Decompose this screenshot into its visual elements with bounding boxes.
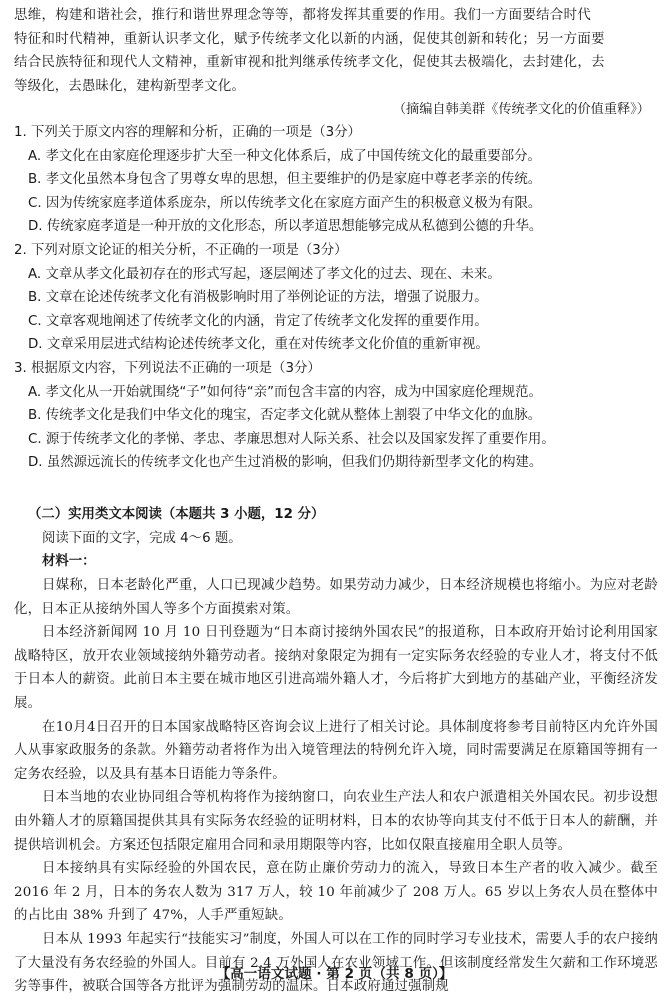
option-d: D. 文章采用层进式结构论述传统孝文化，重在对传统孝文化价值的重新审视。 <box>28 337 489 353</box>
passage-line: 特征和时代精神，重新认识孝文化，赋予传统孝文化以新的内涵，促使其创新和转化；另一方面要 <box>14 31 605 47</box>
material-label: 材料一： <box>42 554 96 570</box>
section-title: （二）实用类文本阅读（本题共 3 小题，12 分） <box>28 507 325 522</box>
option-c: C. 文章客观地阐述了传统孝文化的内涵，肯定了传统孝文化发挥的重要作用。 <box>28 313 488 329</box>
page-footer: 【高一语文试题 · 第 2 页（共 8 页）】 <box>216 966 453 982</box>
option-a: A. 孝文化在由家庭伦理逐步扩大至一种文化体系后，成了中国传统文化的最重要部分。 <box>28 148 541 164</box>
question-stem: 3. 根据原文内容，下列说法不正确的一项是（3分） <box>14 360 321 376</box>
question-3 <box>14 357 658 475</box>
passage-line: 思维，构建和谐社会，推行和谐世界理念等等，都将发挥其重要的作用。我们一方面要结合时代 <box>14 8 592 23</box>
question-stem: 1. 下列关于原文内容的理解和分析，正确的一项是（3分） <box>14 125 361 140</box>
material-paragraph: 日媒称，日本老龄化严重，人口已现减少趋势。如果劳动力减少，日本经济规模也将缩小。为应对老龄化，日本正从接纳外国人等多个方面摸索对策。 <box>14 578 658 617</box>
question-1 <box>14 121 658 239</box>
passage-line: 等级化，去愚昧化，建构新型孝文化。 <box>14 78 246 94</box>
question-2 <box>14 239 658 357</box>
material-paragraph: 日本接纳具有实际经验的外国农民，意在防止廉价劳动力的流入，导致日本生产者的收入减少。截至 2016 年 2 月，日本的务农人数为 317 万人，较 10 年前减少了 208 万人。65 岁以上务农人员在整体中的占比由 38% 升到了 47%，人手严重短缺。 <box>14 861 658 924</box>
passage-source: （摘编自韩美群《传统孝文化的价值重释》） <box>392 102 650 118</box>
question-stem: 2. 下列对原文论证的相关分析，不正确的一项是（3分） <box>14 242 348 258</box>
option-c: C. 因为传统家庭孝道体系庞杂，所以传统孝文化在家庭方面产生的积极意义极为有限。 <box>28 195 542 211</box>
option-a: A. 文章从孝文化最初存在的形式写起，逐层阐述了孝文化的过去、现在、未来。 <box>28 266 501 282</box>
option-a: A. 孝文化从一开始就围绕“子”如何待“亲”而包含丰富的内容，成为中国家庭伦理规范。 <box>28 384 542 400</box>
option-b: B. 文章在论述传统孝文化有消极影响时用了举例论证的方法，增强了说服力。 <box>28 290 488 306</box>
material-paragraph: 在10月4日召开的日本国家战略特区咨询会议上进行了相关讨论。具体制度将参考目前特区内允许外国人从事家政服务的条款。外籍劳动者将作为出入境管理法的特例允许入境，同时需要满足在原籍国等拥有一定务农经验，以及具有基本日语能力等条件。 <box>14 719 658 782</box>
section-2-header <box>14 503 658 574</box>
material-paragraph: 日本经济新闻网 10 月 10 日刊登题为“日本商讨接纳外国农民”的报道称，日本政府开始讨论利用国家战略特区，放开农业领域接纳外籍劳动者。接纳对象限定为拥有一定实际务农经验的专业人才，将支付不低于日本人的薪资。此前日本主要在城市地区引进高端外籍人才，今后将扩大到地方的基础产业，平衡经济发展。 <box>14 625 658 711</box>
option-d: D. 虽然源远流长的传统孝文化也产生过消极的影响，但我们仍期待新型孝文化的构建。 <box>28 455 543 471</box>
material-paragraph: 日本从 1993 年起实行“技能实习”制度，外国人可以在工作的同时学习专业技术，需要人手的农户接纳了大量没有务农经验的外国人。目前有 2.4 万外国人在农业领域工作。但该制度经常发生欠薪和工作环境恶劣等事件，被联合国等各方批评为强制劳动的温床。日本政府通过强制规 <box>14 931 658 995</box>
passage-line: 结合民族特征和现代人文精神，重新审视和批判继承传统孝文化，促使其去极端化，去封建化，去 <box>14 55 605 71</box>
section-instruction: 阅读下面的文字，完成 4～6 题。 <box>42 530 242 546</box>
material-paragraph: 日本当地的农业协同组合等机构将作为接纳窗口，向农业生产法人和农户派遣相关外国农民。初步设想由外籍人才的原籍国提供其具有实际务农经验的证明材料，日本的农协等向其支付不低于日本人的薪酬，并提供培训机会。方案还包括限定雇用合同和录用期限等内容，比如仅限直接雇用全职人员等。 <box>14 790 658 853</box>
option-d: D. 传统家庭孝道是一种开放的文化形态，所以孝道思想能够完成从私德到公德的升华。 <box>28 219 543 235</box>
option-c: C. 源于传统孝文化的孝悌、孝忠、孝廉思想对人际关系、社会以及国家发挥了重要作用。 <box>28 431 555 447</box>
material-1-body <box>14 574 658 999</box>
passage-end <box>14 4 658 122</box>
option-b: B. 孝文化虽然本身包含了男尊女卑的思想，但主要维护的仍是家庭中尊老孝亲的传统。 <box>28 172 542 188</box>
option-b: B. 传统孝文化是我们中华文化的瑰宝，否定孝文化就从整体上割裂了中华文化的血脉。 <box>28 408 542 424</box>
question-block <box>14 121 658 475</box>
